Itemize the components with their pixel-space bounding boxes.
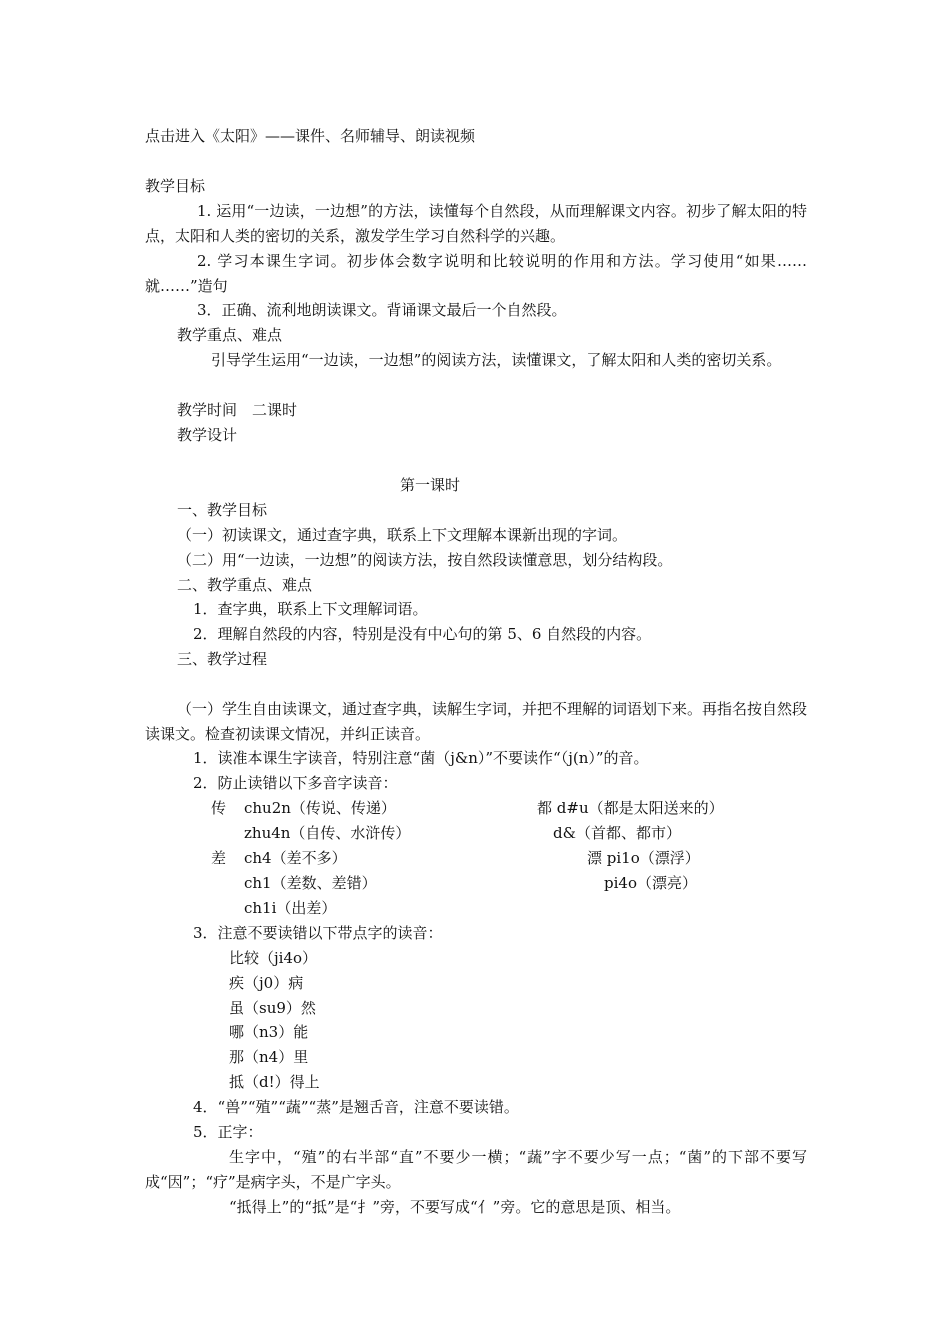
dot-word: 疾（j0）病 bbox=[229, 974, 304, 992]
objective-1: 1. 运用“一边读，一边想”的方法，读懂每个自然段，从而理解课文内容。初步了解太阳的特点，太阳和人类的密切的关系，激发学生学习自然科学的兴趣。 bbox=[145, 202, 807, 245]
lesson1-sec2-heading: 二、教学重点、难点 bbox=[177, 576, 313, 594]
keypoints-text: 引导学生运用“一边读，一边想”的阅读方法，读懂课文，了解太阳和人类的密切关系。 bbox=[211, 351, 782, 369]
polyphone-piao-1: 漂 pi1o（漂浮） bbox=[587, 849, 700, 867]
process-item-2: 2．防止读错以下多音字读音： bbox=[193, 774, 398, 792]
objective-3: 3．正确、流利地朗读课文。背诵课文最后一个自然段。 bbox=[197, 301, 567, 319]
polyphone-chuan-char: 传 bbox=[211, 799, 227, 817]
process-item-1: 1．读准本课生字读音，特别注意“菌（j&n）”不要读作“（j(n）”的音。 bbox=[193, 749, 649, 767]
design-heading: 教学设计 bbox=[177, 426, 238, 444]
polyphone-cha-2: ch1（差数、差错） bbox=[244, 874, 377, 892]
dot-word: 那（n4）里 bbox=[229, 1048, 309, 1066]
lesson1-keypoint-1: 1．查字典，联系上下文理解词语。 bbox=[193, 600, 428, 618]
correct-writing-text-2: “抵得上”的“抵”是“扌”旁，不要写成“亻”旁。它的意思是顶、相当。 bbox=[229, 1198, 681, 1216]
lesson1-keypoint-2: 2．理解自然段的内容，特别是没有中心句的第 5、6 自然段的内容。 bbox=[193, 625, 652, 643]
polyphone-cha-1: ch4（差不多） bbox=[244, 849, 347, 867]
dot-word: 抵（d!）得上 bbox=[229, 1073, 320, 1091]
dot-word: 哪（n3）能 bbox=[229, 1023, 309, 1041]
process-item-5: 5．正字： bbox=[193, 1123, 263, 1141]
polyphone-cha-char: 差 bbox=[211, 849, 227, 867]
polyphone-du-2: d&（首都、都市） bbox=[553, 824, 681, 842]
lesson1-sec1-heading: 一、教学目标 bbox=[177, 501, 268, 519]
process-item-4: 4．“兽”“殖”“蔬”“蒸”是翘舌音，注意不要读错。 bbox=[193, 1098, 519, 1116]
polyphone-chuan-1: chu2n（传说、传递） bbox=[244, 799, 396, 817]
process-item-3: 3．注意不要读错以下带点字的读音： bbox=[193, 924, 443, 942]
lesson1-goal-b: （二）用“一边读，一边想”的阅读方法，按自然段读懂意思，划分结构段。 bbox=[177, 551, 673, 569]
lesson1-title: 第一课时 bbox=[400, 476, 461, 494]
process-intro: （一）学生自由读课文，通过查字典，读解生字词，并把不理解的词语划下来。再指名按自然段读课文。检查初读课文情况，并纠正读音。 bbox=[145, 700, 808, 743]
polyphone-cha-3: ch1i（出差） bbox=[244, 899, 337, 917]
keypoints-heading: 教学重点、难点 bbox=[177, 326, 283, 344]
polyphone-piao-2: pi4o（漂亮） bbox=[604, 874, 697, 892]
correct-writing-text: 生字中，“殖”的右半部“直”不要少一横；“蔬”字不要少写一点；“菌”的下部不要写成“因”；“疗”是病字头，不是广字头。 bbox=[145, 1148, 807, 1191]
polyphone-du-1: 都 d#u（都是太阳送来的） bbox=[537, 799, 724, 817]
objective-2: 2. 学习本课生字词。初步体会数字说明和比较说明的作用和方法。学习使用“如果……就……”造句 bbox=[145, 252, 807, 295]
polyphone-chuan-2: zhu4n（自传、水浒传） bbox=[244, 824, 411, 842]
lesson1-goal-a: （一）初读课文，通过查字典，联系上下文理解本课新出现的字词。 bbox=[177, 526, 628, 544]
dot-word: 比较（ji4o） bbox=[229, 949, 318, 967]
lesson1-sec3-heading: 三、教学过程 bbox=[177, 650, 268, 668]
teaching-time: 教学时间 二课时 bbox=[177, 401, 298, 419]
header-link[interactable]: 点击进入《太阳》——课件、名师辅导、朗读视频 bbox=[145, 127, 476, 145]
objectives-heading: 教学目标 bbox=[145, 177, 206, 195]
dot-word: 虽（su9）然 bbox=[229, 999, 316, 1017]
